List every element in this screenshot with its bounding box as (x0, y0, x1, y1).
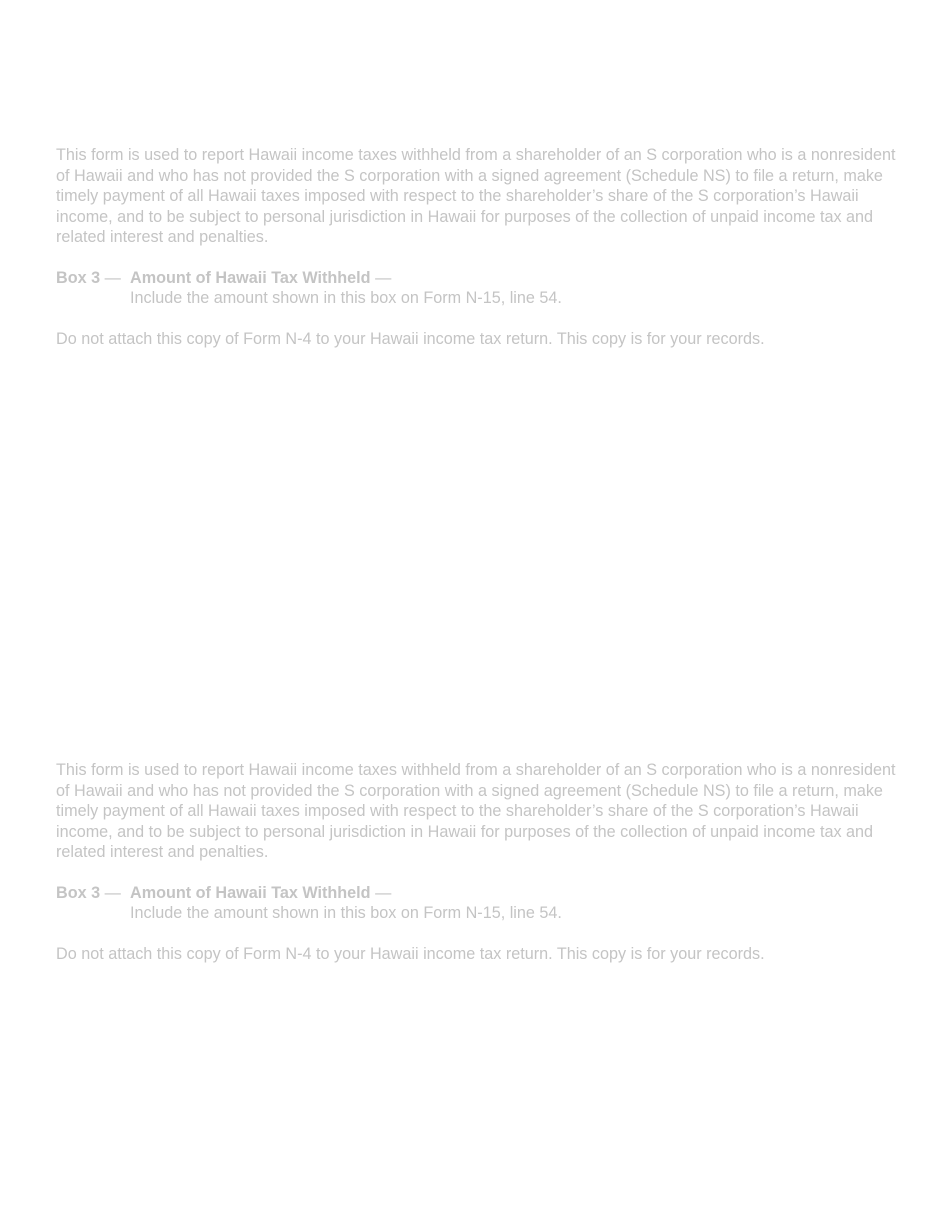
box-3-instruction-text: Include the amount shown in this box on Form N-15, line 54. (130, 289, 562, 307)
em-dash: — (104, 883, 121, 902)
box-3-title: Amount of Hawaii Tax Withheld (130, 268, 371, 287)
box-number: Box 3 (56, 883, 101, 902)
instructions-copy-top (56, 145, 896, 349)
box-3-instruction (56, 883, 896, 924)
box-3-body (130, 883, 896, 924)
box-number: Box 3 (56, 268, 101, 287)
box-3-instruction (56, 268, 896, 309)
purpose-paragraph: This form is used to report Hawaii income taxes withheld from a shareholder of an S corporation who is a nonresident of Hawaii and who has not provided the S corporation with a signed agreement (Schedule NS) to file a return, make timely payment of all Hawaii taxes imposed with respect to the shareholder’s share of the S corporation’s Hawaii income, and to be subject to personal jurisdiction in Hawaii for purposes of the collection of unpaid income tax and related interest and penalties. (56, 146, 896, 246)
box-3-title: Amount of Hawaii Tax Withheld (130, 883, 371, 902)
box-3-body (130, 268, 896, 309)
box-3-instruction-text: Include the amount shown in this box on Form N-15, line 54. (130, 904, 562, 922)
em-dash: — (104, 268, 121, 287)
em-dash: — (375, 883, 392, 902)
records-note: Do not attach this copy of Form N-4 to your Hawaii income tax return. This copy is for your records. (56, 944, 765, 963)
box-3-label (56, 883, 130, 924)
records-note: Do not attach this copy of Form N-4 to your Hawaii income tax return. This copy is for your records. (56, 329, 765, 348)
em-dash: — (375, 268, 392, 287)
instructions-copy-bottom (56, 760, 896, 964)
purpose-paragraph: This form is used to report Hawaii income taxes withheld from a shareholder of an S corporation who is a nonresident of Hawaii and who has not provided the S corporation with a signed agreement (Schedule NS) to file a return, make timely payment of all Hawaii taxes imposed with respect to the shareholder’s share of the S corporation’s Hawaii income, and to be subject to personal jurisdiction in Hawaii for purposes of the collection of unpaid income tax and related interest and penalties. (56, 761, 896, 861)
box-3-label (56, 268, 130, 309)
